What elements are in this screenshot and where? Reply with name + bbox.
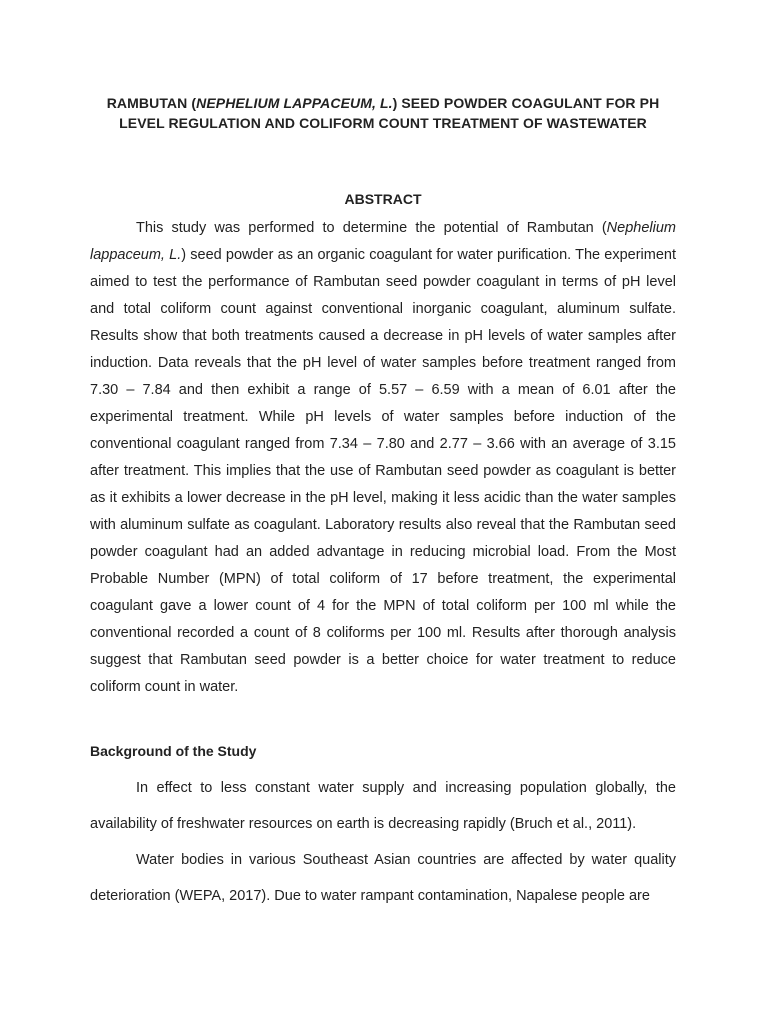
- abstract-text-start: This study was performed to determine the potential of Rambutan (: [136, 220, 607, 236]
- title-text-start: RAMBUTAN (: [106, 95, 197, 111]
- background-paragraph-1: In effect to less constant water supply and increasing population globally, the availability of freshwater resources on earth is decreasing rapidly (Bruch et al., 2011).: [90, 780, 676, 832]
- abstract-heading: ABSTRACT: [344, 191, 422, 207]
- title-text-end: ) SEED POWDER COAGULANT FOR PH LEVEL REGULATION AND COLIFORM COUNT TREATMENT OF WASTEWATER: [119, 95, 660, 131]
- background-heading: Background of the Study: [90, 743, 257, 759]
- background-paragraph-2: Water bodies in various Southeast Asian countries are affected by water quality deterioration (WEPA, 2017). Due to water rampant contamination, Napalese people are: [90, 852, 676, 904]
- abstract-paragraph: [90, 215, 676, 701]
- title-species-name: NEPHELIUM LAPPACEUM, L.: [196, 95, 393, 111]
- paper-title: [90, 93, 676, 133]
- abstract-species-name: Nephelium lappaceum, L.: [90, 220, 676, 263]
- abstract-text-end: ) seed powder as an organic coagulant for water purification. The experiment aimed to test the performance of Rambutan seed powder coagulant in terms of pH level and total coliform count against conventional inorganic coagulant, aluminum sulfate. Results show that both treatments caused a decrease in pH levels of water samples after induction. Data reveals that the pH level of water samples before treatment ranged from 7.30 – 7.84 and then exhibit a range of 5.57 – 6.59 with a mean of 6.01 after the experimental treatment. While pH levels of water samples before induction of the conventional coagulant ranged from 7.34 – 7.80 and 2.77 – 3.66 with an average of 3.15 after treatment. This implies that the use of Rambutan seed powder as coagulant is better as it exhibits a lower decrease in the pH level, making it less acidic than the water samples with aluminum sulfate as coagulant. Laboratory results also reveal that the Rambutan seed powder coagulant had an added advantage in reducing microbial load. From the Most Probable Number (MPN) of total coliform of 17 before treatment, the experimental coagulant gave a lower count of 4 for the MPN of total coliform per 100 ml while the conventional recorded a count of 8 coliforms per 100 ml. Results after thorough analysis suggest that Rambutan seed powder is a better choice for water treatment to reduce coliform count in water.: [90, 247, 676, 695]
